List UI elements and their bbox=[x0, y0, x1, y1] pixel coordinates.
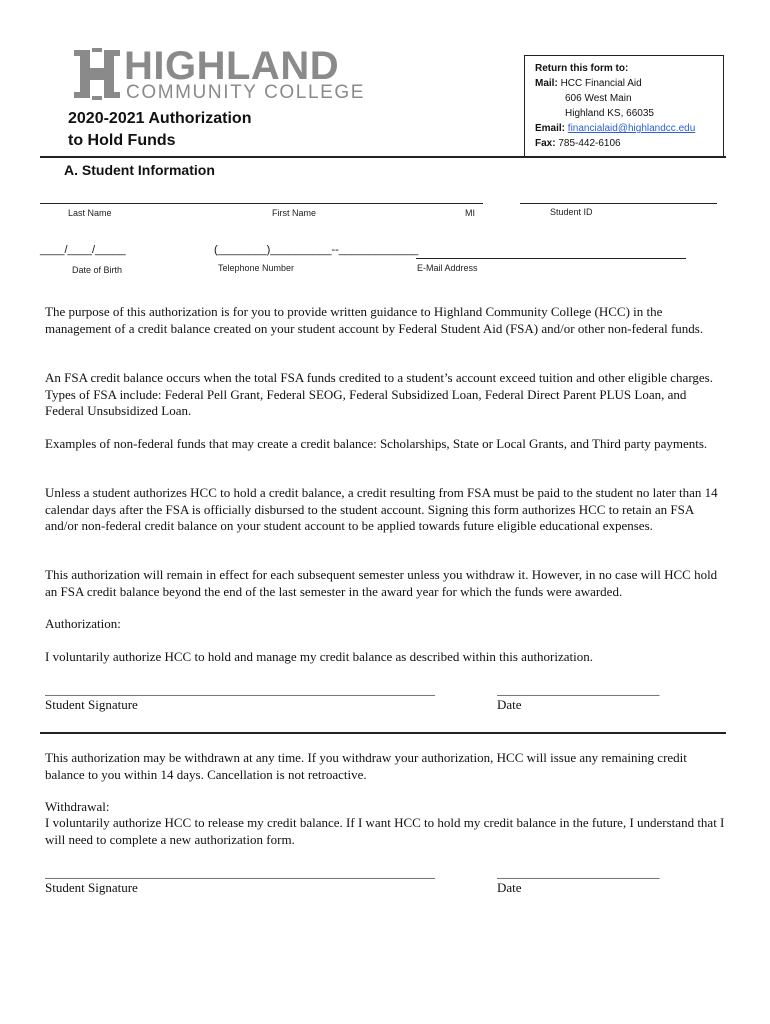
first-name-label: First Name bbox=[272, 208, 317, 218]
authorization-statement: I voluntarily authorize HCC to hold and manage my credit balance as described within this authorization. bbox=[45, 649, 594, 664]
phone-label: Telephone Number bbox=[218, 263, 295, 273]
highland-h-logo-icon bbox=[72, 46, 122, 102]
effect-paragraph: This authorization will remain in effect for each subsequent semester unless you withdraw it. However, in no case will HCC hold an FSA credit balance beyond the end of the last semester in the award year for which the funds were awarded. bbox=[45, 567, 718, 599]
last-name-label: Last Name bbox=[68, 208, 112, 218]
form-title-line1: 2020-2021 Authorization bbox=[68, 110, 252, 127]
withdrawal-label: Withdrawal: bbox=[45, 799, 110, 814]
date-label-1: Date bbox=[497, 697, 522, 712]
section-divider bbox=[40, 732, 726, 734]
withdrawal-statement: I voluntarily authorize HCC to release my credit balance. If I want HCC to hold my credit balance in the future, I understand that I will need to complete a new authorization form. bbox=[45, 815, 725, 847]
date-line-1[interactable]: _________________________ bbox=[497, 682, 660, 697]
mi-label: MI bbox=[465, 208, 475, 218]
email-input-line[interactable] bbox=[416, 258, 686, 259]
fax-label: Fax: bbox=[535, 138, 556, 149]
dob-field[interactable]: ____/____/_____ bbox=[40, 244, 126, 256]
mail-address1: 606 West Main bbox=[565, 93, 632, 104]
purpose-paragraph: The purpose of this authorization is for you to provide written guidance to Highland Community College (HCC) in the management of a credit balance created on your student account by Federal Student Aid (FSA) and/or other non-federal funds. bbox=[45, 304, 704, 336]
email-address-label: E-Mail Address bbox=[417, 263, 478, 273]
student-signature-label-2: Student Signature bbox=[45, 880, 138, 895]
authorization-label: Authorization: bbox=[45, 616, 121, 631]
date-label-2: Date bbox=[497, 880, 522, 895]
email-link[interactable]: financialaid@highlandcc.edu bbox=[567, 123, 696, 134]
form-title bbox=[68, 108, 251, 152]
student-id-input-line[interactable] bbox=[520, 203, 717, 204]
return-heading: Return this form to: bbox=[535, 63, 629, 74]
withdraw-info-paragraph: This authorization may be withdrawn at any time. If you withdraw your authorization, HCC will issue any remaining credit balance to you within 14 days. Cancellation is not retroactive. bbox=[45, 750, 687, 782]
student-signature-label-1: Student Signature bbox=[45, 697, 138, 712]
student-signature-line-2[interactable]: ____________________________________________________________ bbox=[45, 865, 435, 880]
logo-subtitle: COMMUNITY COLLEGE bbox=[126, 82, 366, 103]
header-divider bbox=[40, 156, 726, 158]
date-line-2[interactable]: _________________________ bbox=[497, 865, 660, 880]
dob-label: Date of Birth bbox=[72, 265, 123, 275]
return-address-box bbox=[524, 55, 724, 158]
logo-wordmark: HIGHLAND bbox=[124, 44, 340, 88]
fax-number: 785-442-6106 bbox=[558, 138, 621, 149]
student-signature-line-1[interactable]: ____________________________________________________________ bbox=[45, 682, 435, 697]
non-federal-paragraph: Examples of non-federal funds that may create a credit balance: Scholarships, State or Local Grants, and Third party payments. bbox=[45, 436, 708, 451]
phone-field[interactable]: (________)__________--_____________ bbox=[214, 244, 419, 256]
name-input-line[interactable] bbox=[40, 203, 483, 204]
fsa-credit-paragraph: An FSA credit balance occurs when the total FSA funds credited to a student’s account exceed tuition and other eligible charges. Types of FSA include: Federal Pell Grant, Federal SEOG, Federal Subsidized Loan, Federal Direct Parent PLUS Loan, and Federal Unsubsidized Loan. bbox=[45, 370, 713, 418]
mail-name: HCC Financial Aid bbox=[560, 78, 642, 89]
section-a-heading: A. Student Information bbox=[64, 162, 215, 178]
mail-label: Mail: bbox=[535, 78, 558, 89]
email-label: Email: bbox=[535, 123, 566, 134]
hold-authorization-paragraph: Unless a student authorizes HCC to hold a credit balance, a credit resulting from FSA must be paid to the student no later than 14 calendar days after the FSA is officially disbursed to the student account. Signing this form authorizes HCC to retain an FSA and/or non-federal credit balance on your student account to be applied towards future eligible educational expenses. bbox=[45, 485, 718, 533]
mail-address2: Highland KS, 66035 bbox=[565, 108, 654, 119]
student-id-label: Student ID bbox=[550, 207, 593, 217]
form-title-line2: to Hold Funds bbox=[68, 132, 176, 149]
